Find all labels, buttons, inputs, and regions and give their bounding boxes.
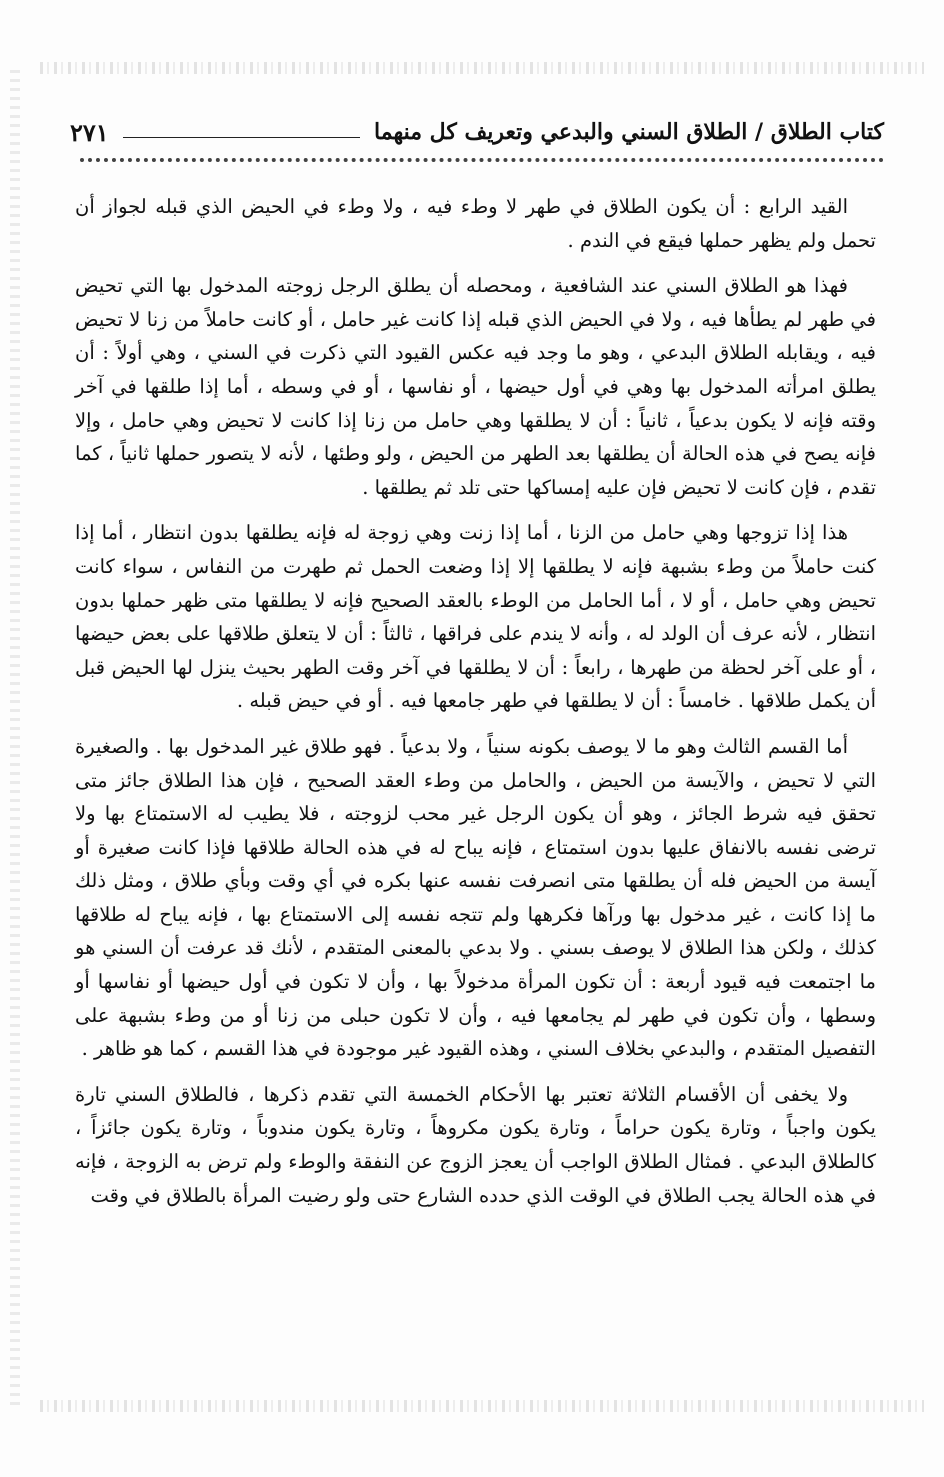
scan-edge-left	[10, 70, 20, 1407]
page-number: ٢٧١	[70, 117, 109, 147]
page-body	[75, 190, 876, 1224]
paragraph-1: القيد الرابع : أن يكون الطلاق في طهر لا وطء فيه ، ولا وطء في الحيض الذي قبله لجواز أن تحمل ولم يظهر حملها فيقع في الندم .	[75, 195, 876, 252]
paragraph-5: ولا يخفى أن الأقسام الثلاثة تعتبر بها الأحكام الخمسة التي تقدم ذكرها ، فالطلاق السني تارة يكون واجباً ، وتارة يكون حراماً ، وتارة يكون مكروهاً ، وتارة يكون مندوباً ، وتارة يكون جائزاً ، كالطلاق البدعي . فمثال الطلاق الواجب أن يعجز الزوج عن النفقة والوطء ولم ترض به الزوجة ، فإنه في هذه الحالة يجب الطلاق في الوقت الذي حدده الشارع حتى ولو رضيت المرأة بالطلاق في وقت	[75, 1082, 876, 1207]
paragraph-2: فهذا هو الطلاق السني عند الشافعية ، ومحصله أن يطلق الرجل زوجته المدخول بها التي تحيض في طهر لم يطأها فيه ، ولا في الحيض الذي قبله إذا كانت غير حامل ، أو كانت حاملاً من زنا لا تحيض فيه ، ويقابله الطلاق البدعي ، وهو ما وجد فيه عكس القيود التي ذكرت في السني ، وهي أولاً : أن يطلق امرأته المدخول بها وهي في أول حيضها ، أو نفاسها ، أو في وسطه ، أما إذا طلقها في آخر وقته فإنه لا يكون بدعياً ، ثانياً : أن لا يطلقها وهي حامل من زنا إذا كانت لا تحيض وهي حامل ، وإلا فإنه يصح في هذه الحالة أن يطلقها بعد الطهر من الحيض ، ولو وطئها ، لأنه لا يتصور حملها ثانياً ، كما تقدم ، فإن كانت لا تحيض فإن عليه إمساكها حتى تلد ثم يطلقها .	[75, 274, 877, 499]
running-header-title: كتاب الطلاق / الطلاق السني والبدعي وتعريف كل منهما	[374, 119, 884, 145]
paragraph-4: أما القسم الثالث وهو ما لا يوصف بكونه سنياً ، ولا بدعياً . فهو طلاق غير المدخول بها . والصغيرة التي لا تحيض ، والآيسة من الحيض ، والحامل من وطء العقد الصحيح ، فإن هذا الطلاق جائز متى تحقق فيه شرط الجائز ، وهو أن يكون الرجل غير محب لزوجته ، فلا يطيب له الاستمتاع بها ولا ترضى نفسه بالانفاق عليها بدون استمتاع ، فإنه يباح له في هذه الحالة طلاقها فإذا كانت صغيرة أو آيسة من الحيض فله أن يطلقها متى انصرفت نفسه عنها بكره في أي وقت وبأي طلاق ، ومثل ذلك ما إذا كانت ، غير مدخول بها ورآها فكرهها ولم تتجه نفسه إلى الاستمتاع بها ، فإنه يباح له طلاقها كذلك ، ولكن هذا الطلاق لا يوصف بسني . ولا بدعي بالمعنى المتقدم ، لأنك قد عرفت أن السني هو ما اجتمعت فيه قيود أربعة : أن تكون المرأة مدخولاً بها ، وأن لا تكون في أول حيضها أو نفاسها أو وسطها ، وأن تكون في طهر لم يجامعها فيه ، وأن لا تكون حبلى من زنا أو من وطء بشبهة على التفصيل المتقدم ، والبدعي بخلاف السني ، وهذه القيود غير موجودة في هذا القسم ، كما هو ظاهر .	[75, 734, 876, 1061]
dotted-separator	[80, 158, 884, 176]
running-header	[70, 112, 884, 152]
paragraph-3: هذا إذا تزوجها وهي حامل من الزنا ، أما إذا زنت وهي زوجة له فإنه يطلقها بدون انتظار ، أما إذا كنت حاملاً من وطء بشبهة فإنه لا يطلقها إلا إذا وضعت الحمل ثم طهرت من النفاس ، سواء كانت تحيض وهي حامل ، أو لا ، أما الحامل من الوطء بالعقد الصحيح فإنه لا يطلقها متى ظهر حملها بدون انتظار ، لأنه عرف أن الولد له ، وأنه لا يندم على فراقها ، ثالثاً : أن لا يتعلق طلاقها على بعض حيضها ، أو على آخر لحظة من طهرها ، رابعاً : أن لا يطلقها في آخر وقت الطهر بحيث ينزل لها الحيض قبل أن يكمل طلاقها . خامساً : أن لا يطلقها في طهر جامعها فيه . أو في حيض قبله .	[75, 521, 876, 713]
header-rule	[123, 137, 360, 138]
scan-edge-top	[40, 62, 924, 74]
scan-edge-bottom	[40, 1400, 924, 1412]
